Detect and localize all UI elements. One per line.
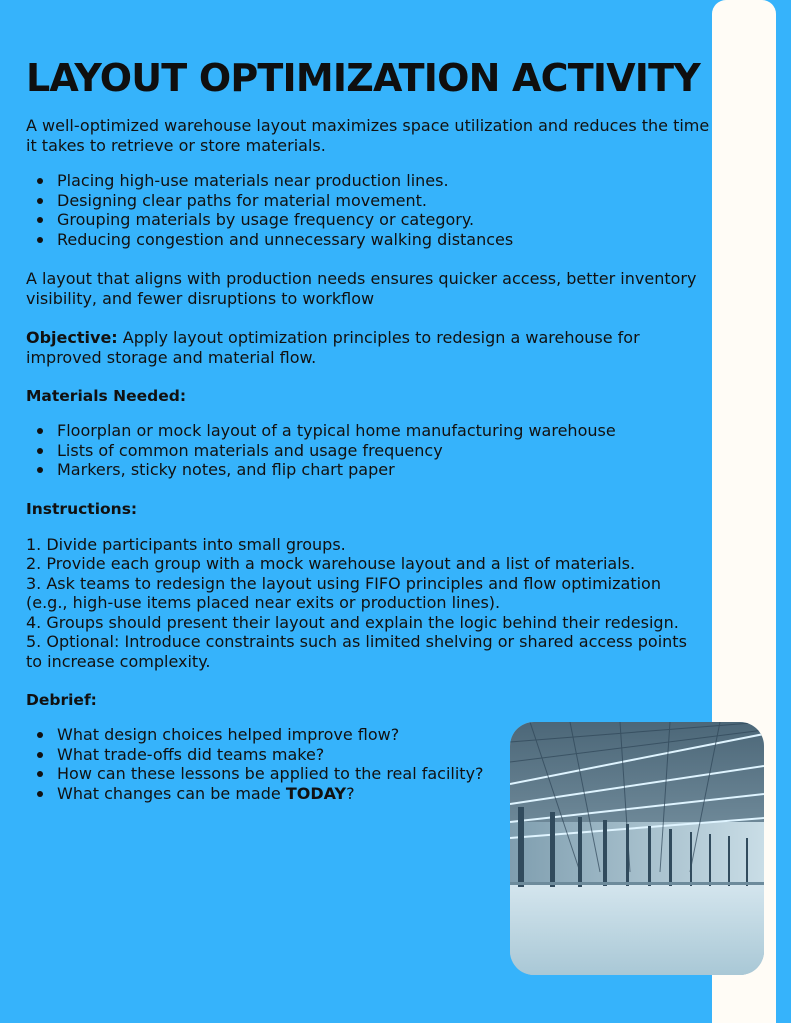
list-item: Floorplan or mock layout of a typical home manufacturing warehouse <box>57 421 736 441</box>
instruction-line: 5. Optional: Introduce constraints such as limited shelving or shared access points <box>26 632 687 651</box>
list-item: Markers, sticky notes, and flip chart paper <box>57 460 736 480</box>
list-item: What design choices helped improve flow? <box>57 725 736 745</box>
materials-heading: Materials Needed: <box>26 387 187 405</box>
debrief-last-suffix: ? <box>346 783 355 803</box>
intro-bullet-list <box>26 171 736 249</box>
objective-paragraph <box>26 328 716 367</box>
materials-list <box>26 421 736 480</box>
today-emphasis: TODAY <box>285 783 347 803</box>
instruction-line: 2. Provide each group with a mock warehouse layout and a list of materials. <box>26 554 636 573</box>
instruction-line: to increase complexity. <box>26 651 211 671</box>
instruction-line: 4. Groups should present their layout and explain the logic behind their redesign. <box>26 612 679 632</box>
list-item: Placing high-use materials near production lines. <box>57 171 736 191</box>
warehouse-interior-illustration <box>510 722 764 975</box>
list-item: How can these lessons be applied to the real facility? <box>57 764 736 784</box>
instruction-line: (e.g., high-use items placed near exits or production lines). <box>26 593 501 612</box>
page-title: LAYOUT OPTIMIZATION ACTIVITY <box>26 56 700 100</box>
document-content <box>26 55 736 803</box>
objective-text: Apply layout optimization principles to redesign a warehouse for improved storage and material flow. <box>26 328 640 367</box>
instructions-heading: Instructions: <box>26 499 138 518</box>
debrief-heading: Debrief: <box>26 691 97 709</box>
instruction-line: 3. Ask teams to redesign the layout using FIFO principles and flow optimization <box>26 573 661 593</box>
list-item: Reducing congestion and unnecessary walking distances <box>57 230 736 250</box>
objective-label: Objective: <box>26 328 118 347</box>
list-item: Lists of common materials and usage frequency <box>57 441 736 461</box>
instruction-line: 1. Divide participants into small groups. <box>26 534 346 554</box>
warehouse-photo <box>510 722 764 975</box>
instructions-block <box>26 535 736 672</box>
list-item: Designing clear paths for material movement. <box>57 191 736 211</box>
layout-summary-paragraph: A layout that aligns with production needs ensures quicker access, better inventory visibility, and fewer disruptions to workflow <box>26 269 697 308</box>
list-item: What trade-offs did teams make? <box>57 745 736 765</box>
list-item: Grouping materials by usage frequency or category. <box>57 210 736 230</box>
intro-paragraph: A well-optimized warehouse layout maximizes space utilization and reduces the time it takes to retrieve or store materials. <box>26 116 710 155</box>
debrief-last-prefix: What changes can be made <box>57 783 286 803</box>
